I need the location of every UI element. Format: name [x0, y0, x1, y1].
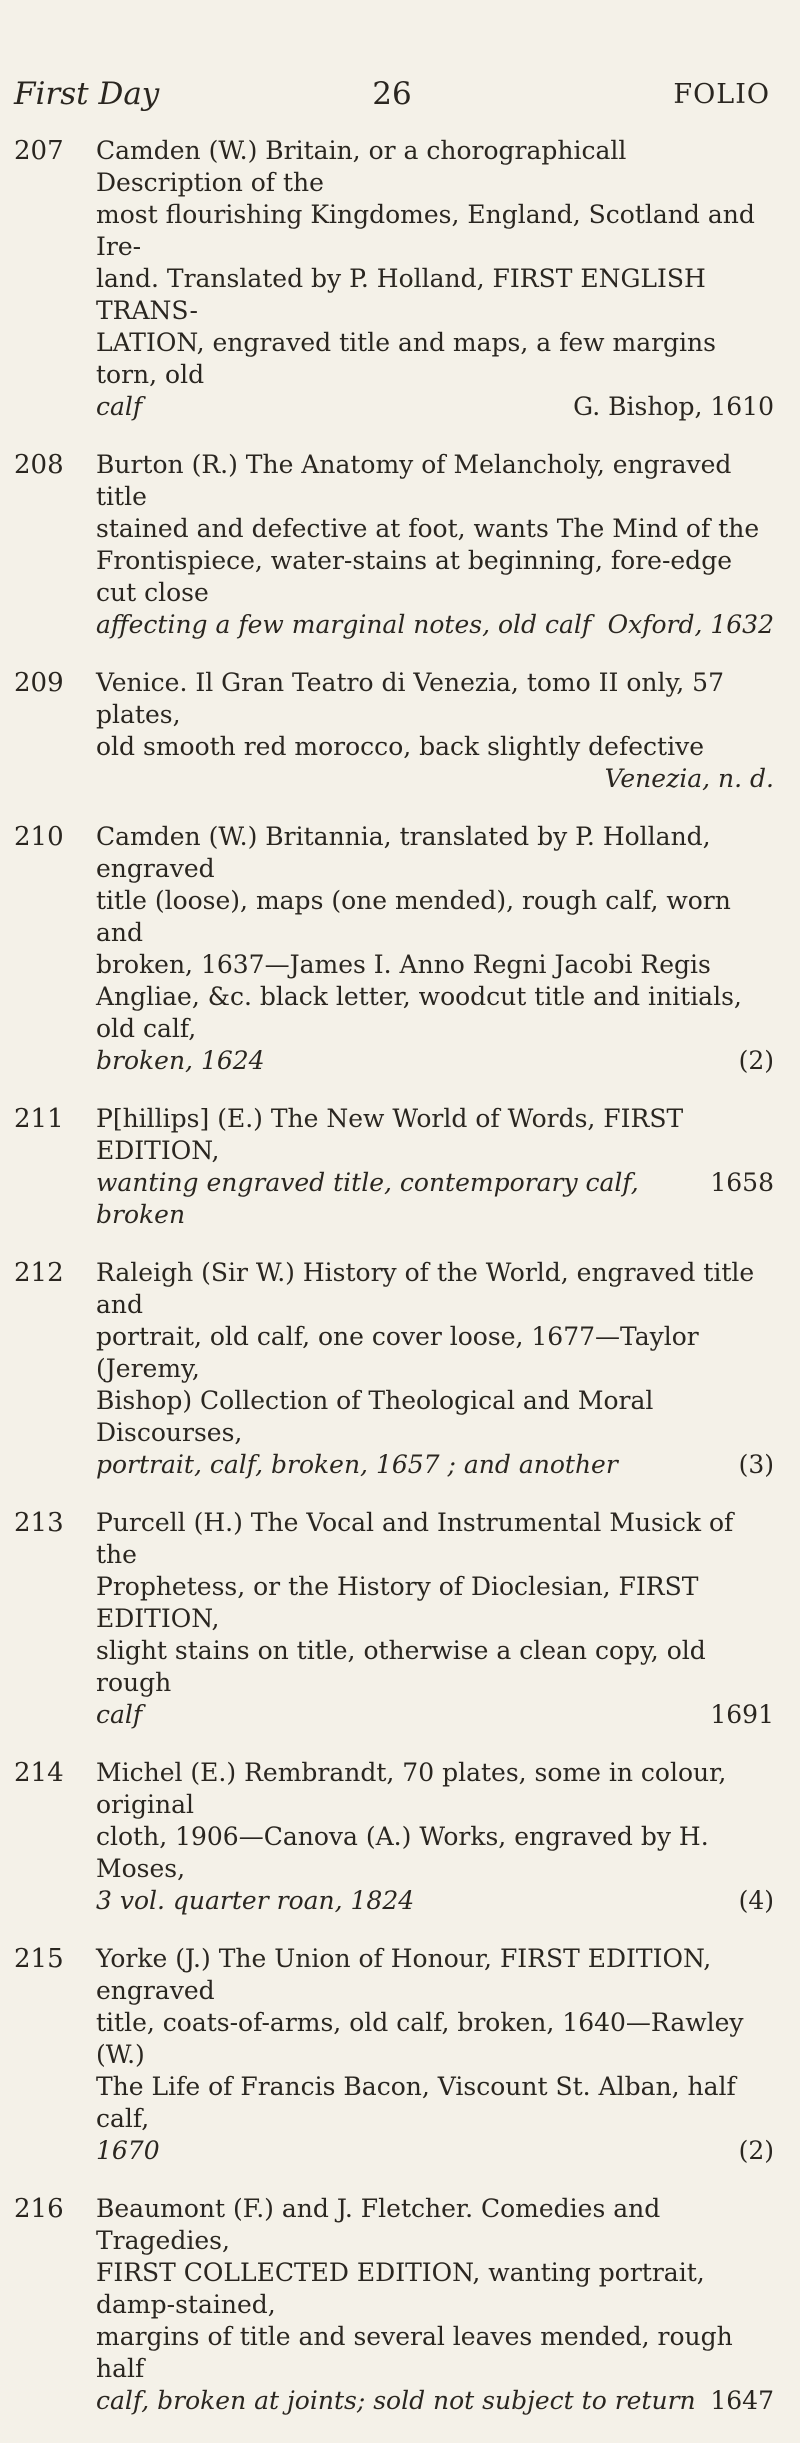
lot-entry [14, 135, 774, 423]
lot-entry [14, 667, 774, 795]
lot-description-line: Prophetess, or the History of Dioclesian, FIRST EDITION, [96, 1572, 699, 1633]
lot-description-line: The Life of Francis Bacon, Viscount St. Alban, half calf, [96, 2072, 736, 2133]
lot-imprint-line [96, 609, 774, 641]
lot-imprint-line [96, 763, 774, 795]
lot-description-line: Beaumont (F.) and J. Fletcher. Comedies and Tragedies, [96, 2194, 661, 2255]
lot-number: 215 [14, 1944, 64, 1974]
lot-entry [14, 2193, 774, 2417]
lot-number: 214 [14, 1758, 64, 1788]
header-format: FOLIO [673, 79, 770, 110]
lot-entry [14, 1103, 774, 1231]
lot-description-line: Michel (E.) Rembrandt, 70 plates, some in colour, original [96, 1758, 727, 1819]
lot-description-line: land. Translated by P. Holland, FIRST ENGLISH TRANS- [96, 264, 706, 325]
lot-imprint-line [96, 1449, 774, 1481]
lot-imprint: (2) [738, 2136, 774, 2165]
lot-description-line: Bishop) Collection of Theological and Moral Discourses, [96, 1386, 654, 1447]
lot-entry [14, 1757, 774, 1917]
lot-imprint: 1647 [710, 2386, 774, 2415]
lot-description-line: portrait, old calf, one cover loose, 1677—Taylor (Jeremy, [96, 1322, 699, 1383]
lot-imprint-line [96, 1167, 774, 1231]
lot-imprint-line [96, 1045, 774, 1077]
lot-number: 213 [14, 1508, 64, 1538]
lot-imprint: 1691 [710, 1700, 774, 1729]
lot-imprint: Venezia, n. d. [604, 764, 774, 793]
lot-imprint: (3) [738, 1450, 774, 1479]
header-page-number: 26 [372, 76, 412, 112]
lot-imprint: Oxford, 1632 [607, 610, 774, 639]
lot-description-line: Raleigh (Sir W.) History of the World, engraved title and [96, 1258, 755, 1319]
lot-imprint: (4) [738, 1886, 774, 1915]
lot-binding-note: calf [96, 392, 143, 421]
header-day: First Day [14, 76, 160, 112]
page-header [14, 76, 770, 116]
lot-imprint-line [96, 1699, 774, 1731]
lot-description-line: title (loose), maps (one mended), rough calf, worn and [96, 886, 731, 947]
lot-description-line: Purcell (H.) The Vocal and Instrumental Musick of the [96, 1508, 734, 1569]
lot-description-line: FIRST COLLECTED EDITION, wanting portrait, damp-stained, [96, 2258, 705, 2319]
lot-imprint-line [96, 1885, 774, 1917]
lot-entry [14, 1943, 774, 2167]
lot-entry [14, 821, 774, 1077]
lot-description-line: cloth, 1906—Canova (A.) Works, engraved by H. Moses, [96, 1822, 709, 1883]
lot-imprint: 1658 [710, 1168, 774, 1197]
lot-binding-note: 1670 [96, 2136, 160, 2165]
lot-binding-note: wanting engraved title, contemporary calf, broken [96, 1168, 639, 1229]
lot-binding-note: calf, broken at joints; sold not subject to return [96, 2386, 696, 2415]
lot-description-line: margins of title and several leaves mended, rough half [96, 2322, 733, 2383]
lot-description-line: Camden (W.) Britannia, translated by P. Holland, engraved [96, 822, 711, 883]
lot-binding-note: portrait, calf, broken, 1657 ; and another [96, 1450, 618, 1479]
lot-description-line: stained and defective at foot, wants The Mind of the [96, 514, 760, 543]
lot-number: 208 [14, 450, 64, 480]
lot-binding-note: affecting a few marginal notes, old calf [96, 610, 592, 639]
lot-imprint: (2) [738, 1046, 774, 1075]
lot-entry [14, 449, 774, 641]
lot-imprint-line [96, 2135, 774, 2167]
lot-description-line: P[hillips] (E.) The New World of Words, FIRST EDITION, [96, 1104, 684, 1165]
lot-number: 212 [14, 1258, 64, 1288]
lot-number: 216 [14, 2194, 64, 2224]
lot-description-line: old smooth red morocco, back slightly defective [96, 732, 704, 761]
lot-description-line: Yorke (J.) The Union of Honour, FIRST EDITION, engraved [96, 1944, 712, 2005]
lot-description-line: Burton (R.) The Anatomy of Melancholy, engraved title [96, 450, 732, 511]
lot-number: 207 [14, 136, 64, 166]
lot-list [14, 135, 774, 2443]
lot-description-line: Angliae, &c. black letter, woodcut title and initials, old calf, [96, 982, 742, 1043]
lot-description-line: Camden (W.) Britain, or a chorographicall Description of the [96, 136, 627, 197]
lot-number: 210 [14, 822, 64, 852]
lot-description-line: slight stains on title, otherwise a clean copy, old rough [96, 1636, 706, 1697]
lot-imprint-line [96, 2385, 774, 2417]
lot-description-line: broken, 1637—James I. Anno Regni Jacobi Regis [96, 950, 711, 979]
lot-binding-note: broken, 1624 [96, 1046, 265, 1075]
lot-imprint: G. Bishop, 1610 [573, 392, 774, 421]
lot-description-line: title, coats-of-arms, old calf, broken, 1640—Rawley (W.) [96, 2008, 744, 2069]
lot-entry [14, 1507, 774, 1731]
lot-description-line: most flourishing Kingdomes, England, Scotland and Ire- [96, 200, 755, 261]
lot-description-line: LATION, engraved title and maps, a few margins torn, old [96, 328, 716, 389]
lot-number: 209 [14, 668, 64, 698]
lot-binding-note: 3 vol. quarter roan, 1824 [96, 1886, 415, 1915]
lot-description-line: Frontispiece, water-stains at beginning, fore-edge cut close [96, 546, 732, 607]
lot-entry [14, 1257, 774, 1481]
lot-binding-note: calf [96, 1700, 143, 1729]
lot-number: 211 [14, 1104, 64, 1134]
lot-imprint-line [96, 391, 774, 423]
lot-description-line: Venice. Il Gran Teatro di Venezia, tomo II only, 57 plates, [96, 668, 724, 729]
